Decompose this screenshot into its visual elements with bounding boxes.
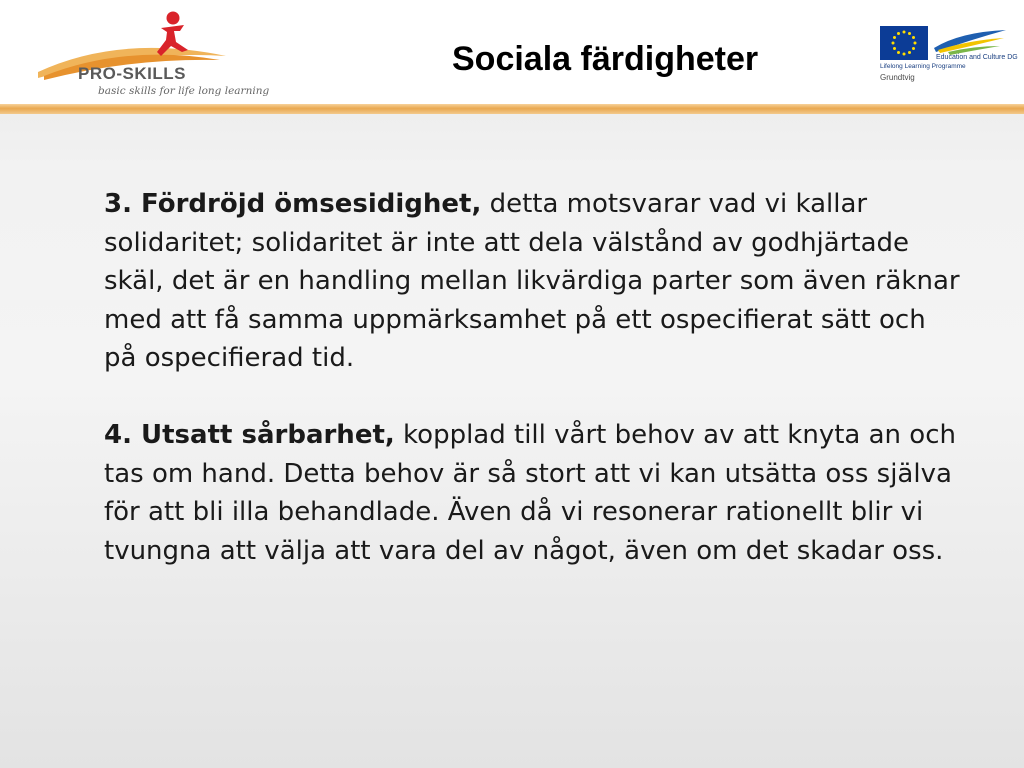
slide-header xyxy=(0,0,1024,106)
logo-tagline: basic skills for life long learning xyxy=(98,85,270,97)
eu-dg-label: Education and Culture DG xyxy=(936,54,1018,61)
paragraph-text: detta motsvarar vad vi kallar solidaritet; solidaritet är inte att dela välstånd av godhjärtade skäl, det är en handling mellan likvärdiga parter som även räknar med att få samma uppmärksamhet på ett ospecifierat sätt och på ospecifierad tid. xyxy=(104,189,960,374)
slide-body xyxy=(104,185,964,570)
pro-skills-logo xyxy=(30,6,270,102)
paragraph-heading: 4. Utsatt sårbarhet, xyxy=(104,419,395,450)
paragraph-exposed-vulnerability xyxy=(104,416,964,570)
logo-name: PRO-SKILLS xyxy=(78,64,186,83)
grundtvig-label: Grundtvig xyxy=(880,73,915,82)
llp-label: Lifelong Learning Programme xyxy=(880,63,966,70)
eu-stars-icon xyxy=(880,26,928,60)
header-divider xyxy=(0,104,1024,114)
page-title: Sociala färdigheter xyxy=(452,40,759,78)
paragraph-delayed-reciprocity xyxy=(104,185,964,378)
eu-programme-logos xyxy=(878,26,1018,86)
eu-flag-icon xyxy=(880,26,928,60)
paragraph-text: kopplad till vårt behov av att knyta an och tas om hand. Detta behov är så stort att vi kan utsätta oss själva för att bli illa behandlade. Även då vi resonerar rationellt blir vi tvungna att välja att vara del av något, även om det skadar oss. xyxy=(104,419,956,566)
paragraph-heading: 3. Fördröjd ömsesidighet, xyxy=(104,189,482,219)
